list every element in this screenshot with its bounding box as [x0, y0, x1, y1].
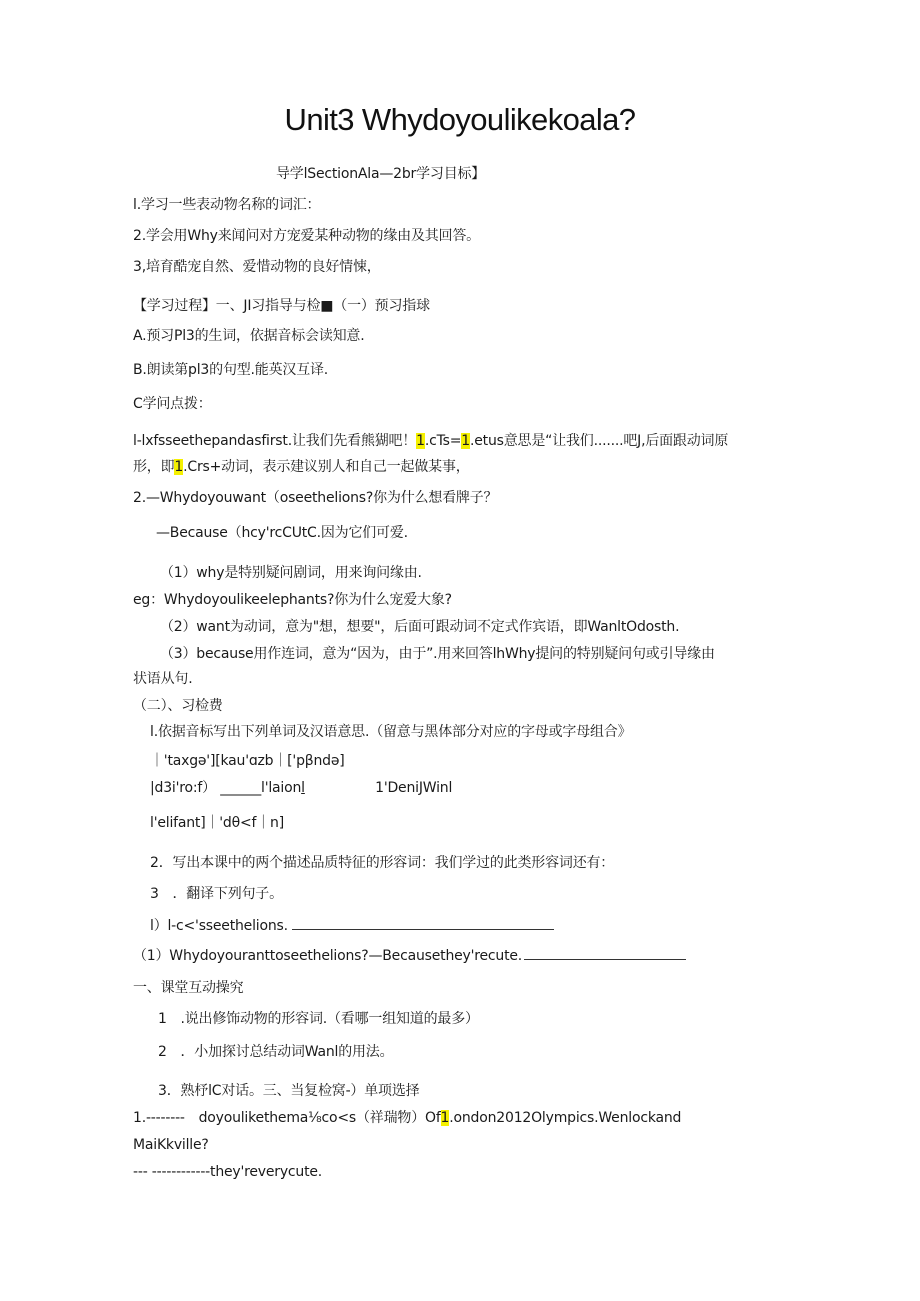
choice-answer-line: --- ------------they'reverycute.: [133, 1164, 323, 1180]
note-2-example: eg：Whydoyoulikeelephants?你为什么宠爱大象?: [133, 592, 452, 608]
choice-question-1: [133, 1109, 681, 1127]
phonetics-row-2: [150, 779, 452, 797]
phonetics-row-3: l'elifant]｜'dθ<f｜n]: [150, 815, 284, 831]
goal-3: 3,培育酷宠自然、爱惜动物的良好情悚，: [133, 259, 381, 275]
note-1-text-b: .cTs=: [424, 433, 462, 449]
note-2-point-3-cont: 状语从句.: [133, 671, 193, 687]
practice-3: 3 ．翻译下列句子。: [150, 886, 283, 902]
preview-c: C学问点拨：: [133, 396, 212, 412]
preview-b: B.朗读第pl3的句型.能英汉互译.: [133, 362, 329, 378]
highlight-mark: 1: [440, 1110, 450, 1126]
note-1-line-2: [133, 458, 470, 476]
preview-a: A.预习Pl3的生词，依据音标会读知意.: [133, 328, 365, 344]
note-1-text-c: .etus意思是“让我们.......吧J,后面跟动词原: [470, 433, 729, 449]
translate-sentence-1: [150, 915, 554, 935]
practice-heading: （二）、习检费: [133, 698, 223, 714]
phonetic-giraffe: |d3i'ro:f）: [150, 780, 216, 796]
phonetic-penguin: 1'DeniJWinl: [375, 780, 453, 796]
highlight-mark: 1: [416, 433, 425, 449]
choice-question-1-text-b: .ondon2012Olympics.Wenlockand: [449, 1110, 682, 1126]
note-2-point-2: （2）want为动词，意为"想，想要"，后面可跟动词不定式作宾语，即WanltOdosth.: [160, 619, 680, 635]
highlight-mark: 1: [461, 433, 471, 449]
phonetics-row-1: ｜'taxgə'][kau'ɑzb｜['pβndə]: [150, 753, 345, 769]
practice-2: 2．写出本课中的两个描述品质特征的形容词：我们学过的此类形容词还有：: [150, 855, 615, 871]
class-activity-heading: 一、课堂互动操究: [133, 980, 244, 996]
note-2-question: 2.—Whydoyouwant（oseethelions?你为什么想看牌子？: [133, 490, 498, 506]
note-1-text-d: 形，即: [133, 459, 175, 475]
section-goals-heading: 导学lSectionAla—2br学习目标】: [276, 166, 486, 182]
activity-2: 2 ．小加探讨总结动词Wanl的用法。: [158, 1044, 394, 1060]
phonetic-lion-end: l: [301, 780, 305, 796]
note-1-text-a: l-lxfsseethepandasfirst.让我们先看熊猢吧！: [133, 433, 417, 449]
note-1-text-e: .Crs+动词，表示建议别人和自己一起做某事，: [183, 459, 470, 475]
answer-blank: ______: [220, 780, 261, 796]
answer-line[interactable]: [292, 915, 554, 930]
translate-sentence-2: [133, 945, 686, 965]
note-1-line-1: [133, 432, 728, 450]
activity-3: 3．熟杼lC对话。三、当复检窝-）单项选择: [158, 1083, 420, 1099]
activity-1: 1 .说出修饰动物的形容词.（看哪一组知道的最多）: [158, 1011, 479, 1027]
practice-1-instruction: l.依据音标写出下列单词及汉语意思.（留意与黑体部分对应的字母或字母组合》: [150, 724, 632, 740]
goal-1: l.学习一些表动物名称的词汇：: [133, 197, 321, 213]
answer-line[interactable]: [524, 945, 686, 960]
highlight-mark: 1: [174, 459, 184, 475]
translate-sentence-1-text: l）l-c<'sseethelions.: [150, 918, 288, 934]
translate-sentence-2-text: （1）Whydoyouranttoseethelions?—Becausethey'recute.: [133, 948, 523, 964]
note-2-point-1: （1）why是特别疑问剧词，用来询问缘由.: [160, 565, 422, 581]
choice-question-1-cont: MaiKkville?: [133, 1137, 209, 1153]
choice-question-1-text-a: 1.-------- doyoulikethema⅛co<s（祥瑞物）Of: [133, 1110, 441, 1126]
phonetic-lion: l'laion: [261, 780, 302, 796]
process-heading: 【学习过程】一、JI习指导与检■（一）预习指球: [133, 298, 430, 314]
document-title: Unit3 Whydoyoulikekoala?: [284, 102, 636, 137]
note-2-answer: —Because（hcy'rcCUtC.因为它们可爱.: [156, 525, 408, 541]
note-2-point-3: （3）because用作连词，意为“因为，由于”.用来回答lhWhy提问的特别疑问句或引导缘由: [160, 646, 715, 662]
goal-2: 2.学会用Why来闻问对方宠爱某种动物的缘由及其回答。: [133, 228, 480, 244]
